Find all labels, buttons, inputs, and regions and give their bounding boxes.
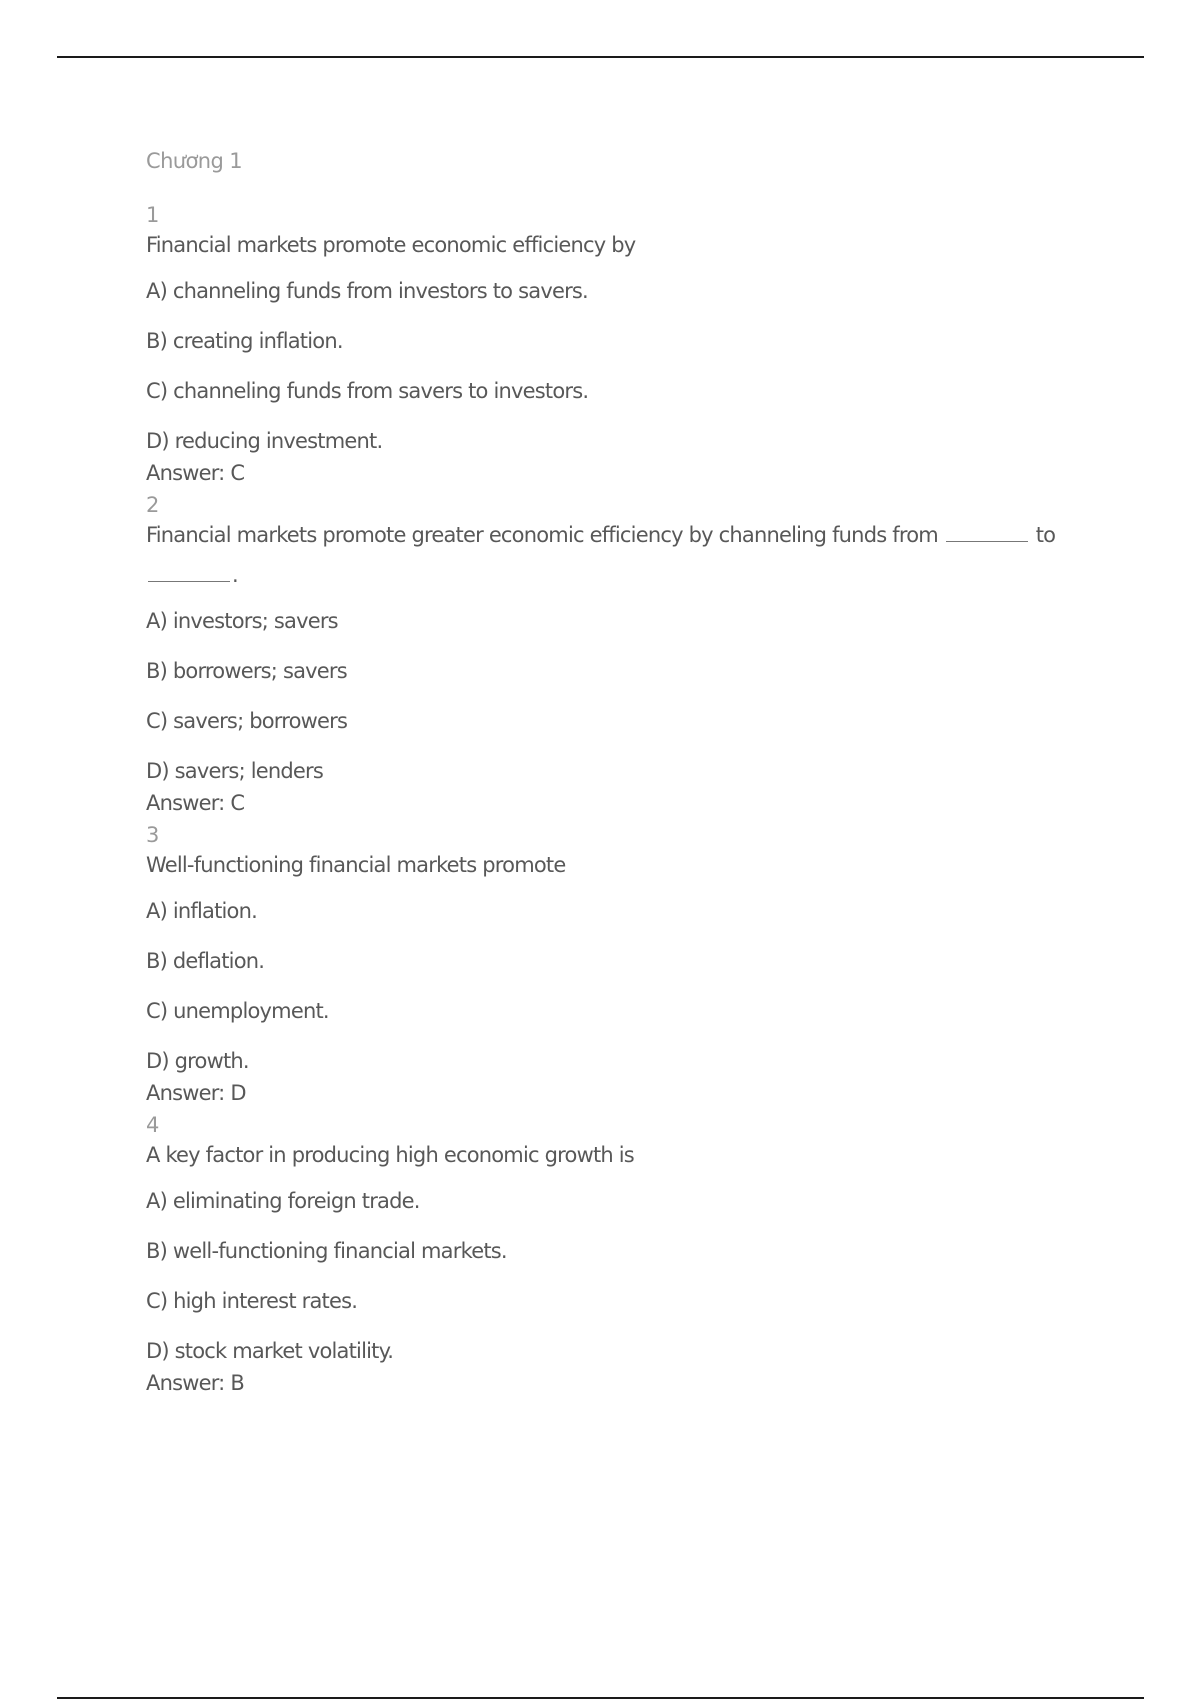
answer: Answer: C <box>146 791 245 815</box>
question-4 <box>146 1109 1106 1399</box>
question-text: A key factor in producing high economic growth is <box>146 1143 634 1167</box>
option-c: C) channeling funds from savers to investors. <box>146 379 589 403</box>
option-d: D) savers; lenders <box>146 759 324 783</box>
question-2 <box>146 489 1106 819</box>
option-a: A) channeling funds from investors to savers. <box>146 279 588 303</box>
answer: Answer: B <box>146 1371 244 1395</box>
question-number: 3 <box>146 823 159 847</box>
option-c: C) savers; borrowers <box>146 709 348 733</box>
option-b: B) borrowers; savers <box>146 659 347 683</box>
question-text: Financial markets promote economic efficiency by <box>146 233 636 257</box>
option-b: B) deflation. <box>146 949 265 973</box>
option-c: C) unemployment. <box>146 999 329 1023</box>
question-text-start: Financial markets promote greater economic efficiency by channeling funds from <box>146 523 938 547</box>
question-1 <box>146 199 1106 489</box>
option-d: D) growth. <box>146 1049 249 1073</box>
header-rule <box>57 56 1144 58</box>
footer-rule <box>57 1697 1144 1699</box>
answer: Answer: C <box>146 461 245 485</box>
option-a: A) inflation. <box>146 899 257 923</box>
option-d: D) stock market volatility. <box>146 1339 394 1363</box>
fill-blank-2 <box>148 563 230 582</box>
option-d: D) reducing investment. <box>146 429 383 453</box>
answer: Answer: D <box>146 1081 246 1105</box>
question-text-middle: to <box>1035 523 1056 547</box>
question-text <box>146 515 1106 595</box>
question-number: 4 <box>146 1113 159 1137</box>
fill-blank-1 <box>946 523 1028 542</box>
question-3 <box>146 819 1106 1109</box>
option-b: B) creating inflation. <box>146 329 343 353</box>
question-text: Well-functioning financial markets promote <box>146 853 566 877</box>
chapter-title: Chương 1 <box>146 149 243 173</box>
option-b: B) well-functioning financial markets. <box>146 1239 507 1263</box>
question-text-end: . <box>232 563 238 587</box>
question-number: 2 <box>146 493 159 517</box>
option-a: A) investors; savers <box>146 609 338 633</box>
question-number: 1 <box>146 203 159 227</box>
option-c: C) high interest rates. <box>146 1289 358 1313</box>
page-content <box>146 143 1106 1399</box>
option-a: A) eliminating foreign trade. <box>146 1189 420 1213</box>
